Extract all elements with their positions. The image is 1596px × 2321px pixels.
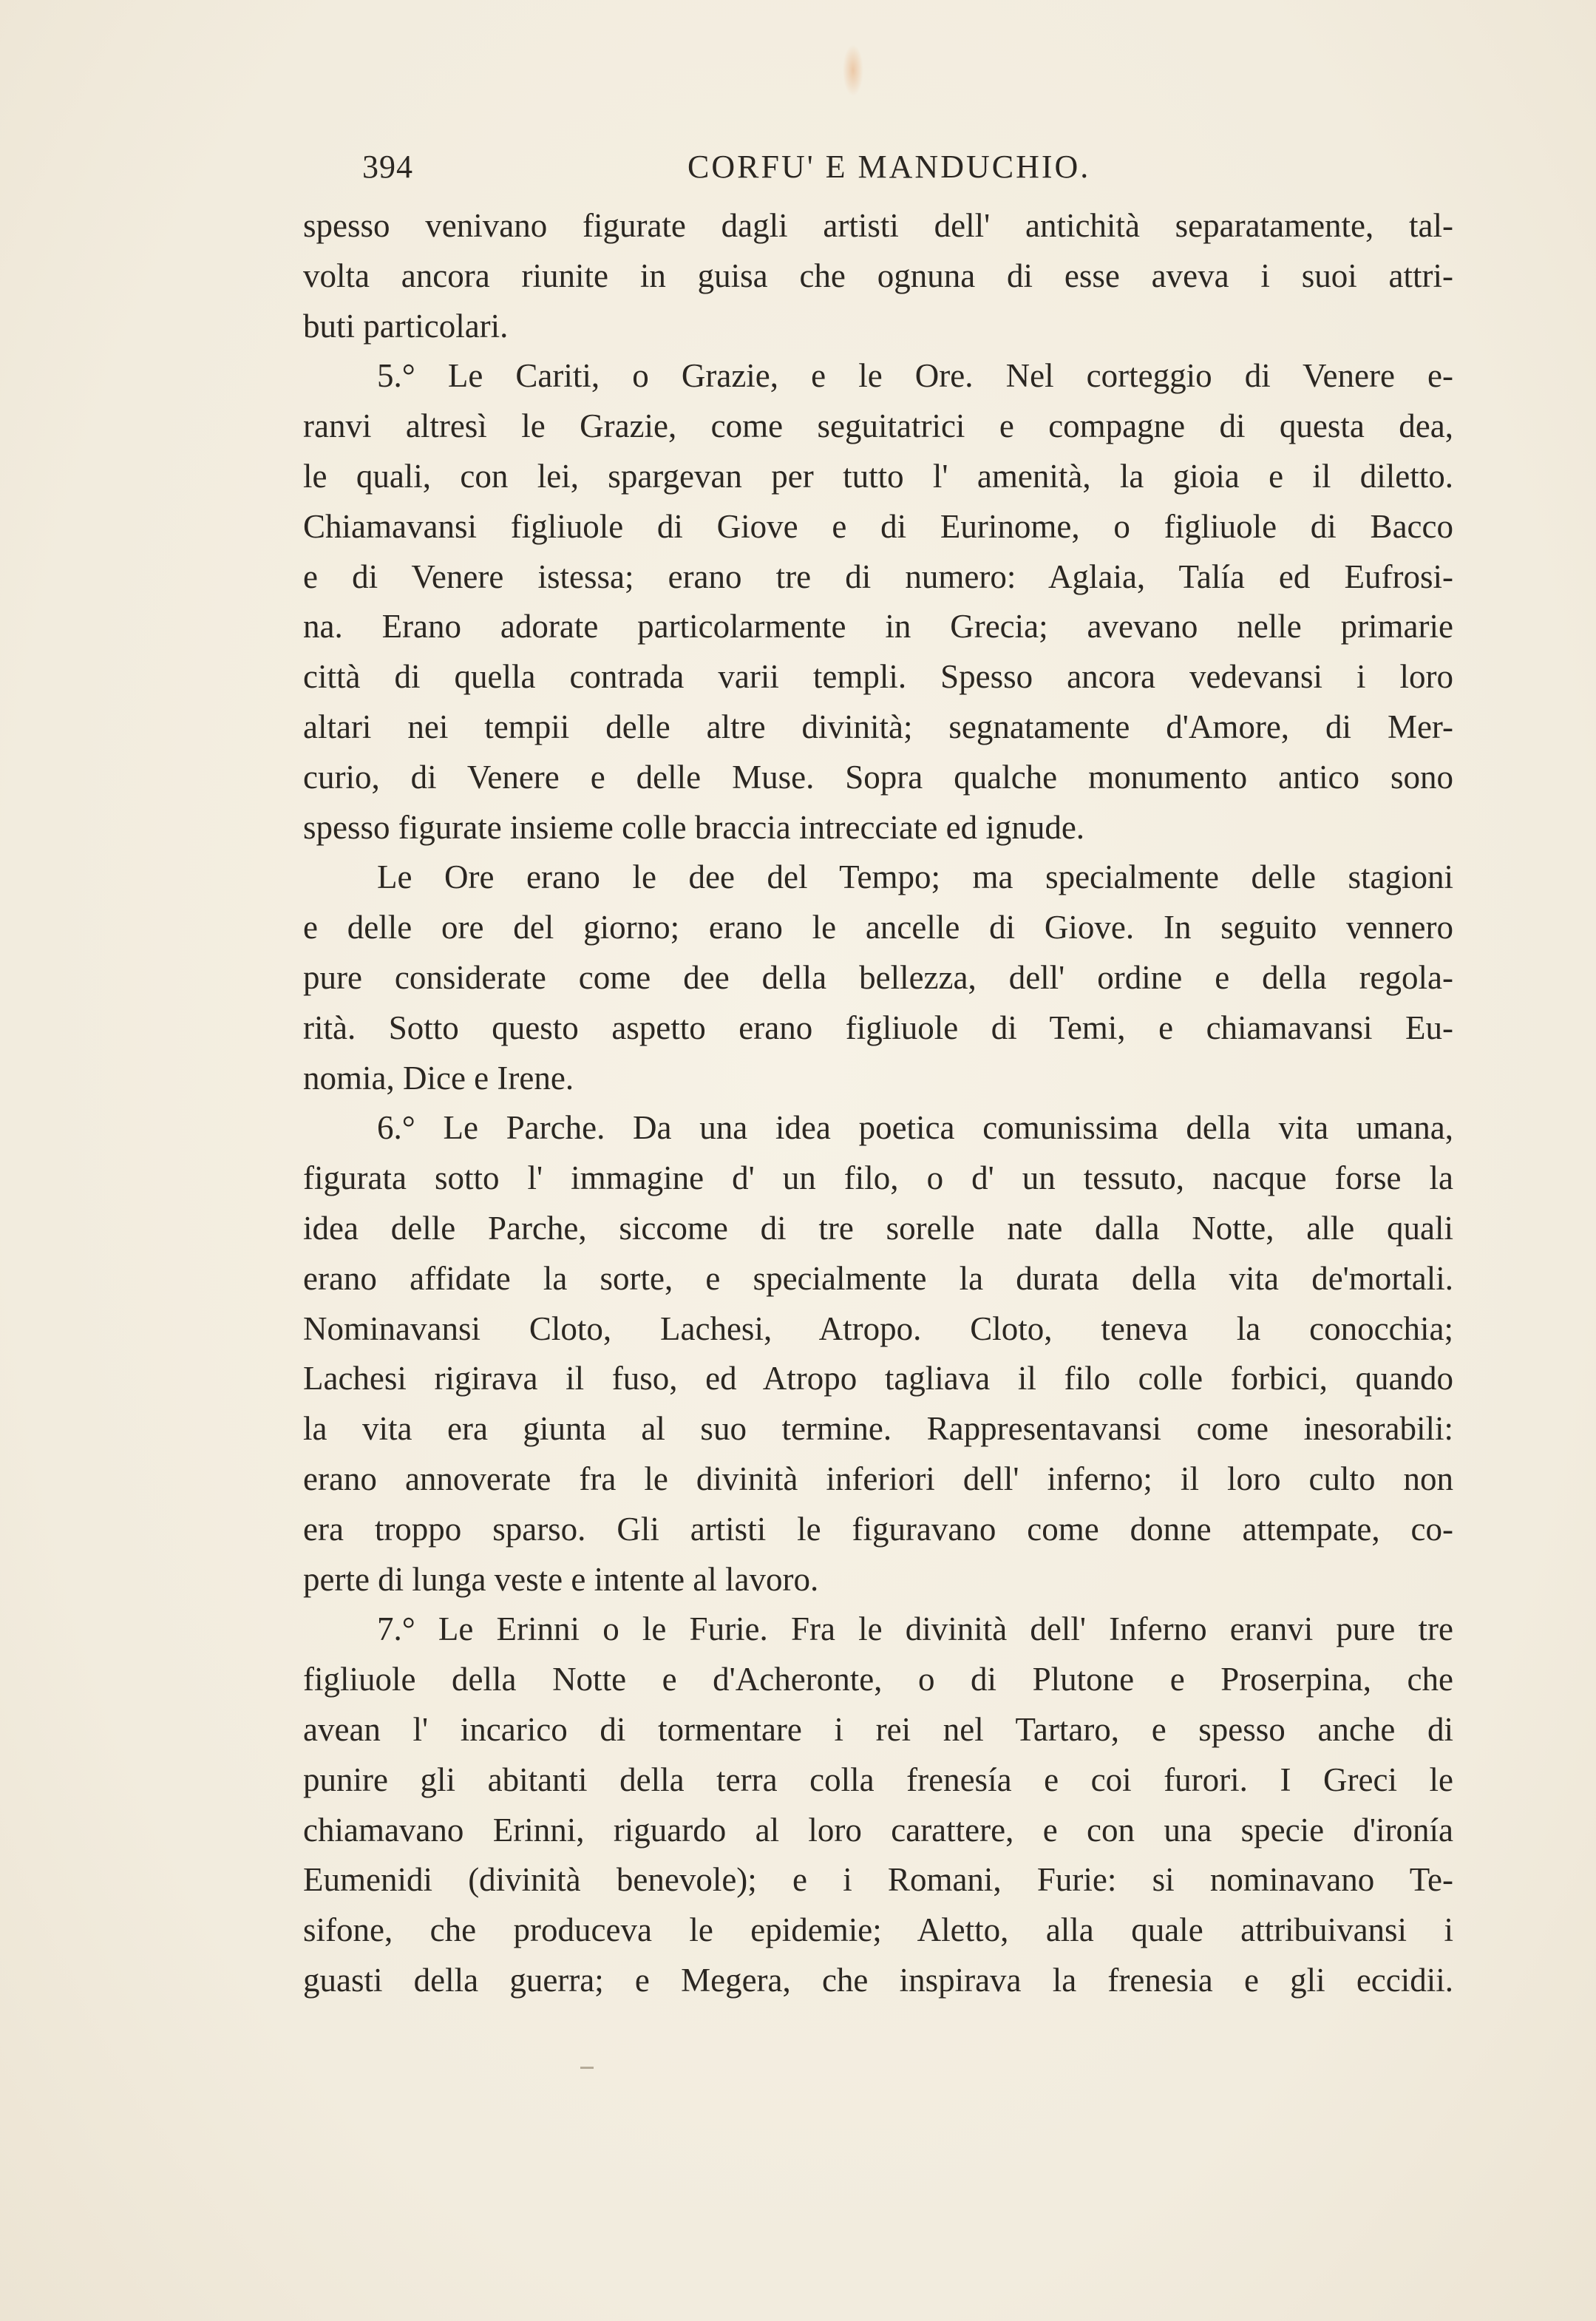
text-line: chiamavano Erinni, riguardo al loro carattere, e con una specie d'ironía — [303, 1811, 1453, 1849]
text-line: Le Ore erano le dee del Tempo; ma specialmente delle stagioni — [377, 858, 1453, 896]
text-line: era troppo sparso. Gli artisti le figuravano come donne attempate, co- — [303, 1510, 1453, 1548]
page-header — [303, 148, 1453, 200]
text-line: curio, di Venere e delle Muse. Sopra qualche monumento antico sono — [303, 758, 1453, 796]
text-line: le quali, con lei, spargevan per tutto l' amenità, la gioia e il diletto. — [303, 457, 1453, 495]
text-line: nomia, Dice e Irene. — [303, 1059, 574, 1097]
text-line: volta ancora riunite in guisa che ognuna di esse aveva i suoi attri- — [303, 257, 1453, 294]
text-line: buti particolari. — [303, 307, 509, 345]
ink-smudge — [843, 44, 863, 96]
text-line: Nominavansi Cloto, Lachesi, Atropo. Cloto, teneva la conocchia; — [303, 1309, 1453, 1347]
text-line: erano annoverate fra le divinità inferiori dell' inferno; il loro culto non — [303, 1460, 1453, 1497]
text-line: figliuole della Notte e d'Acheronte, o di Plutone e Proserpina, che — [303, 1661, 1453, 1698]
text-line: città di quella contrada varii templi. Spesso ancora vedevansi i loro — [303, 658, 1453, 696]
text-line: rità. Sotto questo aspetto erano figliuole di Temi, e chiamavansi Eu- — [303, 1009, 1453, 1046]
text-line: spesso figurate insieme colle braccia intrecciate ed ignude. — [303, 808, 1085, 846]
text-line: sifone, che produceva le epidemie; Aletto, alla quale attribuivansi i — [303, 1911, 1453, 1949]
text-line: na. Erano adorate particolarmente in Grecia; avevano nelle primarie — [303, 608, 1453, 646]
text-line: la vita era giunta al suo termine. Rappresentavansi come inesorabili: — [303, 1410, 1453, 1448]
text-line: 5.° Le Cariti, o Grazie, e le Ore. Nel corteggio di Venere e- — [377, 357, 1453, 395]
text-line: Eumenidi (divinità benevole); e i Romani, Furie: si nominavano Te- — [303, 1861, 1453, 1899]
text-line: Chiamavansi figliuole di Giove e di Eurinome, o figliuole di Bacco — [303, 507, 1453, 545]
text-line: idea delle Parche, siccome di tre sorelle nate dalla Notte, alle quali — [303, 1209, 1453, 1247]
text-line: avean l' incarico di tormentare i rei nel Tartaro, e spesso anche di — [303, 1710, 1453, 1748]
text-line: 7.° Le Erinni o le Furie. Fra le divinità dell' Inferno eranvi pure tre — [377, 1610, 1453, 1648]
text-line: ranvi altresì le Grazie, come seguitatrici e compagne di questa dea, — [303, 407, 1453, 445]
text-line: pure considerate come dee della bellezza, dell' ordine e della regola- — [303, 958, 1453, 996]
text-line: e delle ore del giorno; erano le ancelle di Giove. In seguito vennero — [303, 909, 1453, 946]
text-line: guasti della guerra; e Megera, che inspirava la frenesia e gli eccidii. — [303, 1961, 1453, 1999]
text-line: spesso venivano figurate dagli artisti dell' antichità separatamente, tal- — [303, 207, 1453, 244]
running-title: CORFU' E MANDUCHIO. — [687, 149, 1091, 185]
text-line: erano affidate la sorte, e specialmente la durata della vita de'mortali. — [303, 1259, 1453, 1297]
text-line: 6.° Le Parche. Da una idea poetica comunissima della vita umana, — [377, 1109, 1453, 1147]
page-mark — [580, 2067, 594, 2069]
page-number: 394 — [362, 149, 413, 185]
text-line: e di Venere istessa; erano tre di numero: Aglaia, Talía ed Eufrosi- — [303, 558, 1453, 595]
text-line: perte di lunga veste e intente al lavoro. — [303, 1560, 819, 1598]
text-line: altari nei tempii delle altre divinità; segnatamente d'Amore, di Mer- — [303, 708, 1453, 745]
body-text — [303, 201, 1453, 2006]
text-line: Lachesi rigirava il fuso, ed Atropo tagliava il filo colle forbici, quando — [303, 1360, 1453, 1397]
text-line: figurata sotto l' immagine d' un filo, o d' un tessuto, nacque forse la — [303, 1159, 1453, 1197]
text-line: punire gli abitanti della terra colla frenesía e coi furori. I Greci le — [303, 1761, 1453, 1798]
